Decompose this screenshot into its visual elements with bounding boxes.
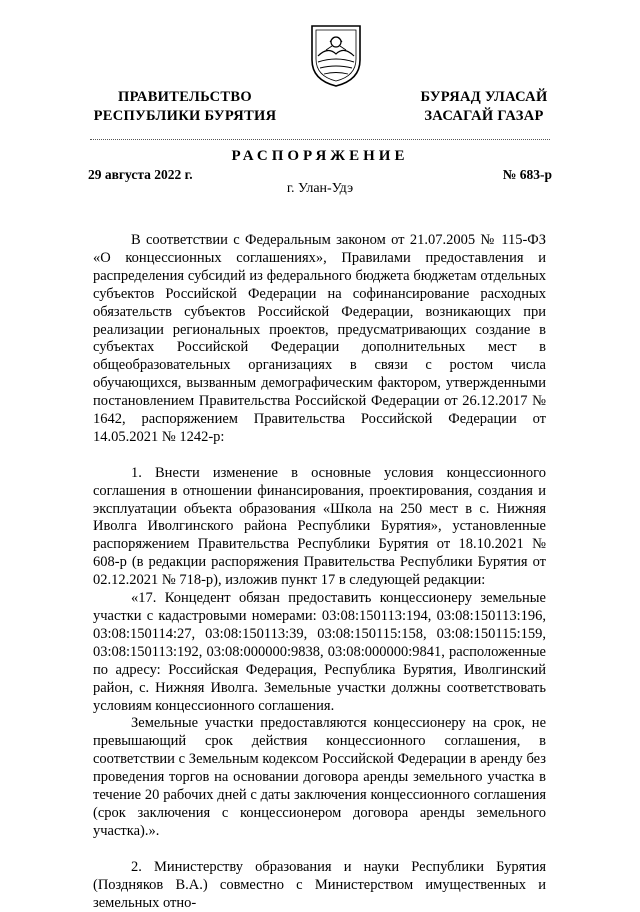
document-type-title: РАСПОРЯЖЕНИЕ — [231, 148, 409, 164]
paragraph-item-1: 1. Внести изменение в основные условия концессионного соглашения в отношении финансирования, проектирования, создания и эксплуатации объекта образования «Школа на 250 мест в с. Нижняя Иволга Иволгинского района Республики Бурятия», установленные распоряжением Правительства Республики Бурятия от 18.10.2021 № 608-р (в редакции распоряжения Правительства Республики Бурятия от 02.12.2021 № 718-р), изложив пункт 17 в следующей редакции: — [93, 464, 546, 589]
document-city: г. Улан-Удэ — [286, 181, 354, 196]
org-ru-line1: ПРАВИТЕЛЬСТВО — [118, 89, 252, 105]
paragraph-land-lease: Земельные участки предоставляются концессионеру на срок, не превышающий срок действия концессионного соглашения, в соответствии с Земельным кодексом Российской Федерации в аренду без проведения торгов на основании договора аренды земельного участка в течение 20 рабочих дней с даты заключения концессионного соглашения (срок заключения с концессионером договора аренды земельного участка).». — [93, 715, 546, 839]
org-bur-line1: БУРЯАД УЛАСАЙ — [420, 89, 548, 105]
org-bur-line2: ЗАСАГАЙ ГАЗАР — [424, 108, 544, 124]
document-date: 29 августа 2022 г. — [88, 167, 193, 182]
document-number: № 683-р — [502, 167, 552, 182]
org-name-russian — [80, 88, 290, 126]
org-ru-line2: РЕСПУБЛИКИ БУРЯТИЯ — [93, 108, 277, 124]
paragraph-item-2: 2. Министерству образования и науки Республики Бурятия (Поздняков В.А.) совместно с Министерством имущественных и земельных отно- — [93, 858, 546, 911]
header-divider — [90, 139, 550, 140]
document-body — [93, 232, 546, 912]
paragraph-preamble: В соответствии с Федеральным законом от 21.07.2005 № 115-ФЗ «О концессионных соглашениях», Правилами предоставления и распределения субсидий из федерального бюджета бюджетам отдельных субъектов Российской Федерации на софинансирование расходных обязательств субъектов Российской Федерации, возникающих при реализации региональных проектов, предусматривающих создание в субъектах Российской Федерации дополнительных мест в общеобразовательных организациях в связи с ростом числа обучающихся, вызванным демографическим фактором, утвержденными постановлением Правительства Российской Федерации от 26.12.2017 № 1642, распоряжением Правительства Российской Федерации от 14.05.2021 № 1242-р: — [93, 232, 546, 445]
paragraph-clause-17: «17. Концедент обязан предоставить концессионеру земельные участки с кадастровыми номерами: 03:08:150113:194, 03:08:150113:196, 03:08:150114:27, 03:08:150113:39, 03:08:150115:158, 03:08:150115:159, 03:08:150113:192, 03:08:000000:9838, 03:08:000000:9841, расположенные по адресу: Российская Федерация, Республика Бурятия, Иволгинский район, с. Нижняя Иволга. Земельные участки должны соответствовать условиям концессионного соглашения. — [93, 590, 546, 714]
org-name-buryat — [400, 88, 568, 126]
coat-of-arms-emblem — [306, 20, 366, 88]
